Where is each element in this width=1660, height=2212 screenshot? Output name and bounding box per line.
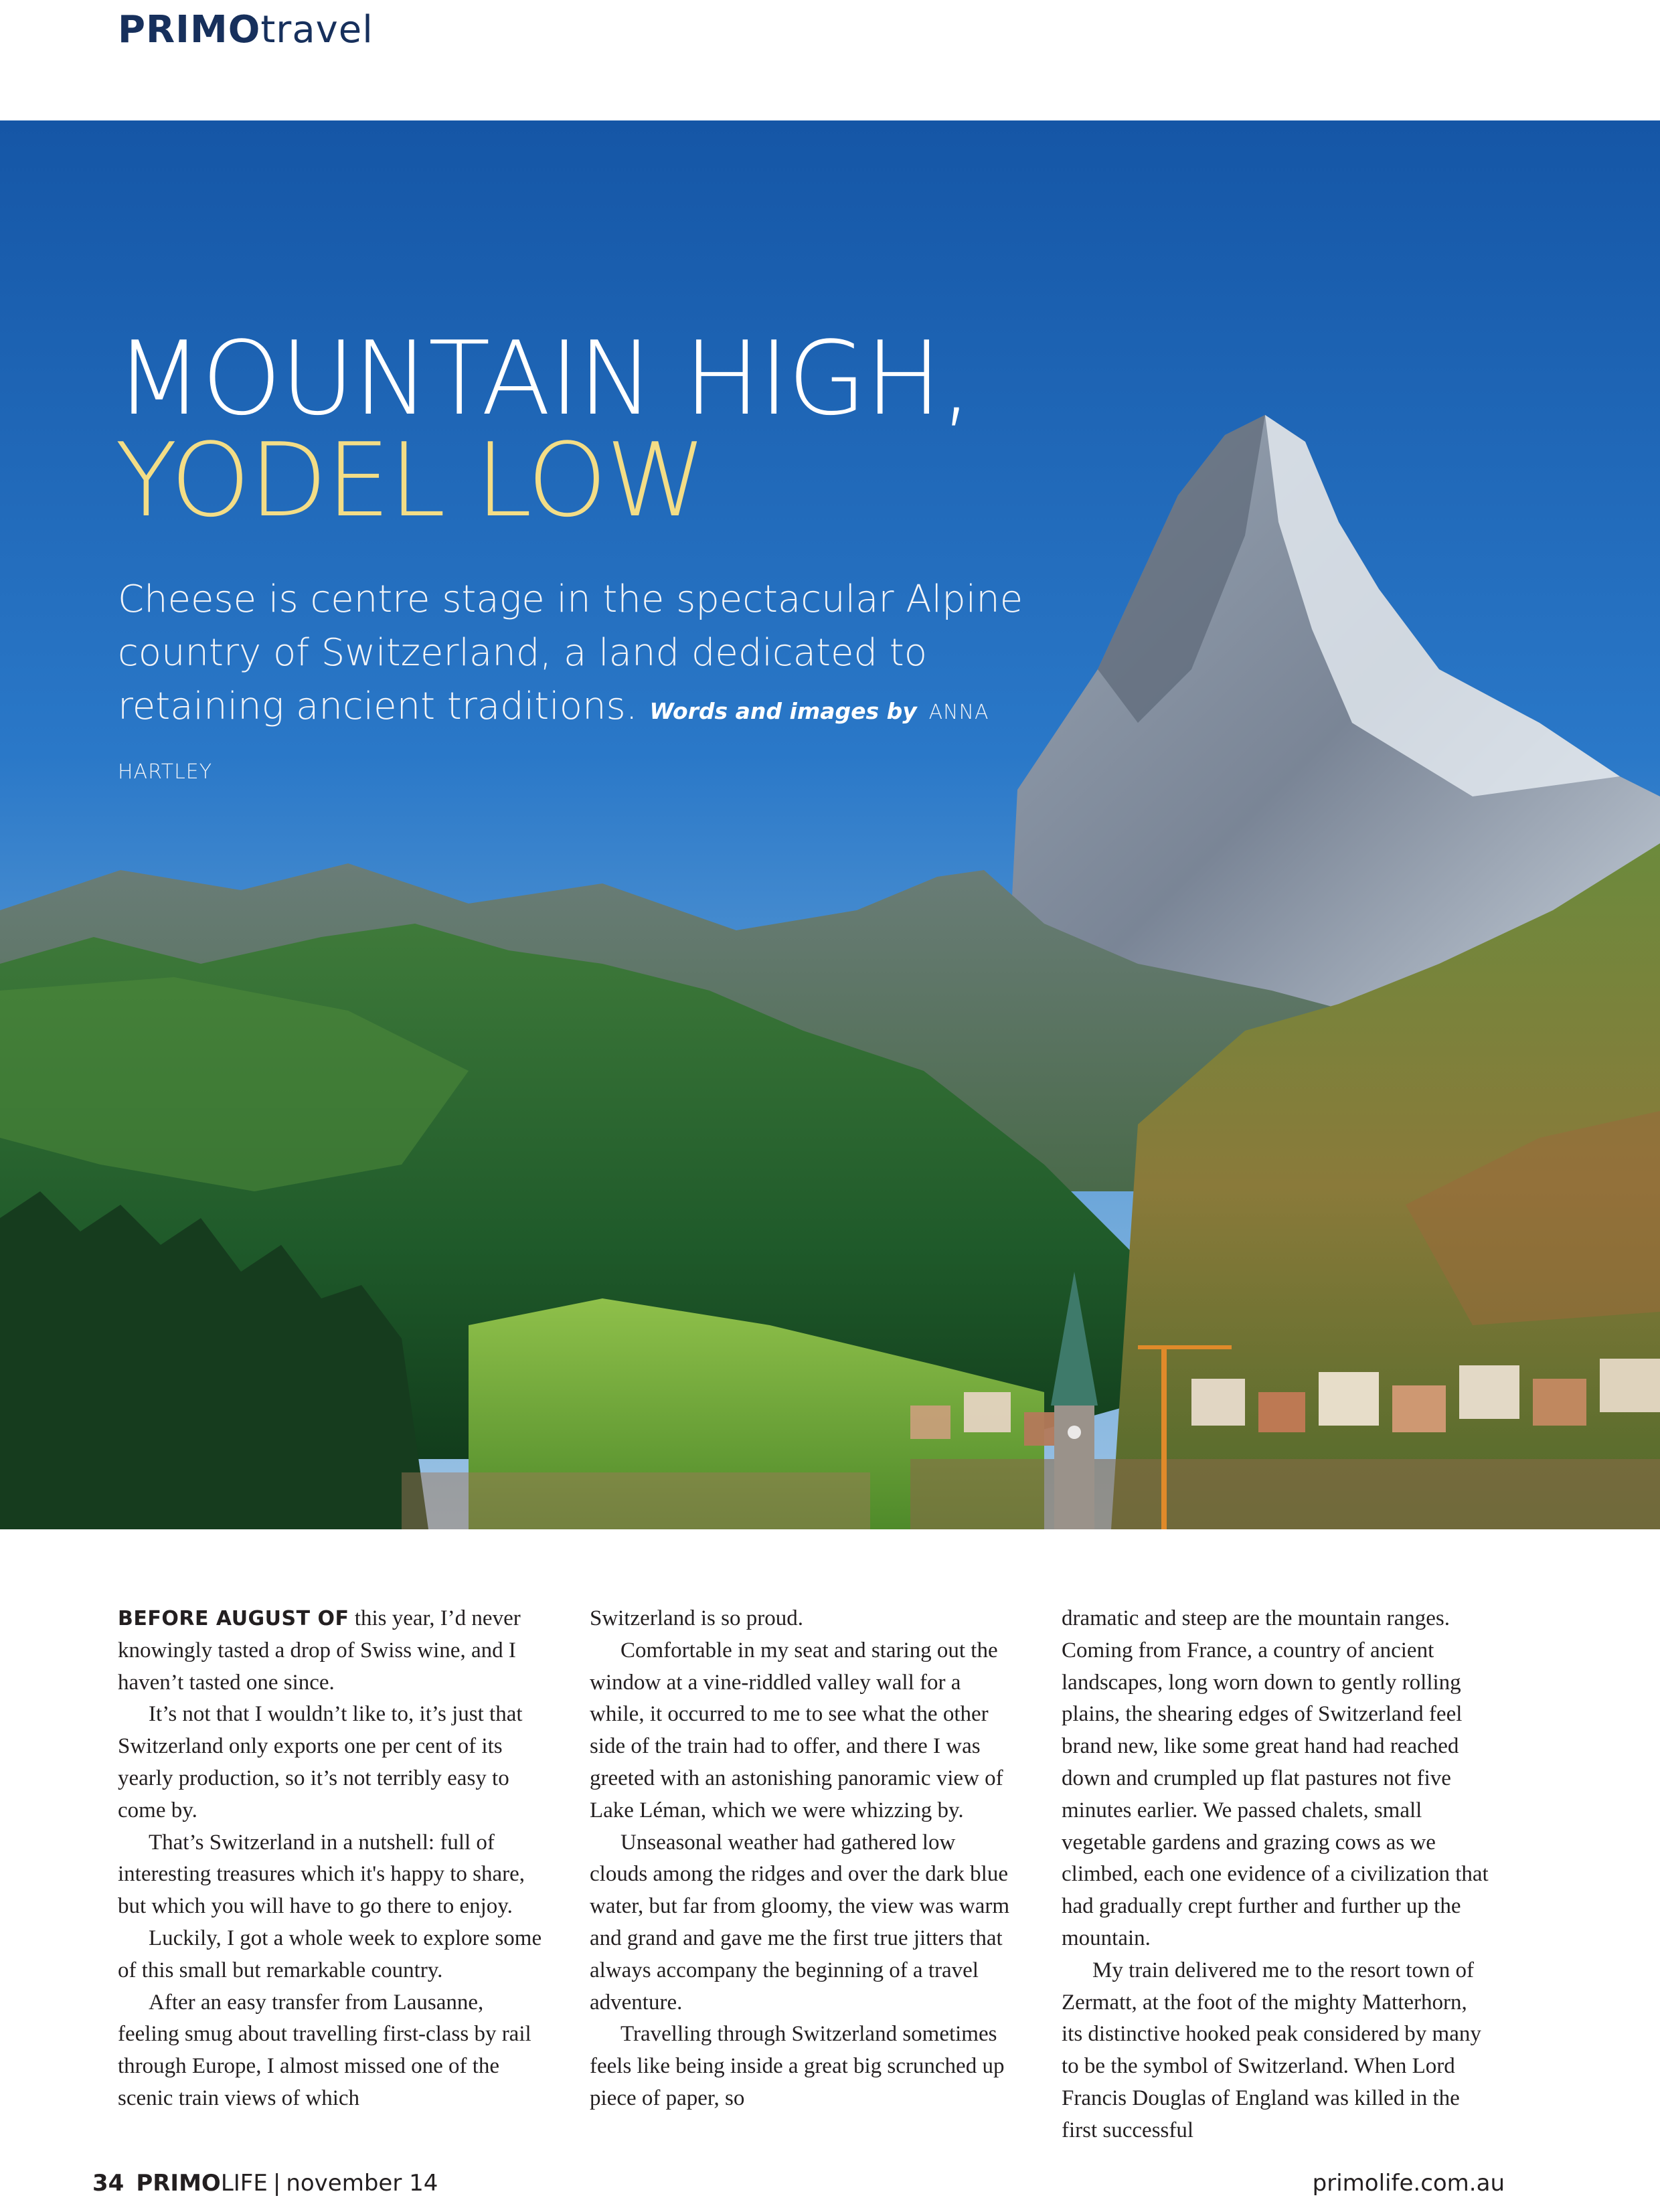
paragraph: Unseasonal weather had gathered low clouds among the ridges and over the dark blue water, but far from gloomy, the view was warm and grand and gave me the first true jitters that always accompany the beginning of a travel adventure. (590, 1830, 1010, 2015)
headline-line-2: YODEL LOW (115, 421, 706, 539)
byline-author: ANNA HARTLEY (118, 701, 989, 784)
issue-date: november 14 (286, 2170, 438, 2197)
publication-name-bold: PRIMO (136, 2170, 221, 2197)
byline-lead: Words and images by (649, 698, 917, 724)
section-label-light: travel (260, 8, 374, 52)
page-number: 34 (92, 2170, 124, 2197)
lead-in: BEFORE AUGUST OF (118, 1607, 349, 1630)
footer-separator: | (272, 2170, 281, 2197)
paragraph: My train delivered me to the resort town of Zermatt, at the foot of the mighty Matterhorn, its distinctive hooked peak considered by many to be the symbol of Switzerland. When Lord Francis Douglas of England was killed in the first successful (1062, 1958, 1481, 2142)
paragraph: That’s Switzerland in a nutshell: full of interesting treasures which it's happy to share, but which you will have to go there to enjoy. (118, 1830, 525, 1919)
article-column-1 (118, 1603, 546, 2115)
paragraph: It’s not that I wouldn’t like to, it’s just that Switzerland only exports one per cent of its yearly production, so it’s not terribly easy to come by. (118, 1702, 523, 1822)
headline (115, 319, 972, 539)
headline-line-1: MOUNTAIN HIGH, (115, 319, 972, 438)
paragraph-text: this year, I’d never knowingly tasted a drop of Swiss wine, and I haven’t tasted one since. (118, 1606, 521, 1695)
article-body (118, 1603, 1503, 2142)
article-column-3 (1062, 1603, 1490, 2147)
standfirst (118, 573, 1068, 799)
article-column-2 (590, 1603, 1018, 2115)
paragraph: dramatic and steep are the mountain ranges. Coming from France, a country of ancient landscapes, long worn down to gently rolling plains, the shearing edges of Switzerland feel brand new, like some great hand had reached down and crumpled up flat pastures not five minutes earlier. We passed chalets, small vegetable gardens and grazing cows as we climbed, each one evidence of a civilization that had gradually crept further and further up the mountain. (1062, 1606, 1489, 1950)
page-footer-folio (92, 2170, 438, 2197)
publication-name-light: LIFE (220, 2170, 268, 2197)
website-url: primolife.com.au (1312, 2170, 1505, 2197)
standfirst-text: Cheese is centre stage in the spectacular Alpine country of Switzerland, a land dedicated to retaining ancient traditions. (118, 578, 1023, 728)
paragraph: After an easy transfer from Lausanne, feeling smug about travelling first-class by rail through Europe, I almost missed one of the scenic train views of which (118, 1990, 531, 2110)
paragraph: Comfortable in my seat and staring out the window at a vine-riddled valley wall for a while, it occurred to me to see what the other side of the train had to offer, and there I was greeted with an astonishing panoramic view of Lake Léman, which we were whizzing by. (590, 1638, 1003, 1822)
paragraph: Luckily, I got a whole week to explore some of this small but remarkable country. (118, 1926, 542, 1982)
paragraph: Travelling through Switzerland sometimes feels like being inside a great big scrunched up piece of paper, so (590, 2022, 1005, 2110)
section-label-bold: PRIMO (118, 8, 261, 52)
paragraph (118, 1603, 546, 1699)
section-label (118, 8, 374, 52)
paragraph: Switzerland is so proud. (590, 1606, 803, 1630)
